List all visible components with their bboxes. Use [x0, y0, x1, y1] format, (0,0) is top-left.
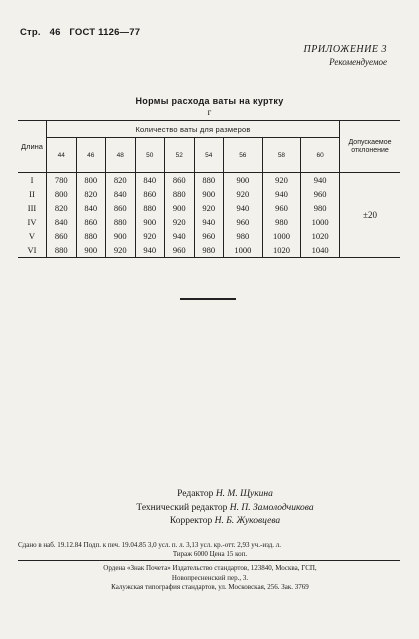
- value-cell: 900: [76, 243, 106, 258]
- table-row: [18, 173, 400, 188]
- credit-line: [100, 502, 350, 516]
- value-cell: 920: [106, 243, 136, 258]
- page-number: 46: [49, 27, 61, 38]
- value-cell: 840: [135, 173, 165, 188]
- value-cell: 780: [47, 173, 77, 188]
- value-cell: 1020: [262, 243, 301, 258]
- value-cell: 840: [76, 201, 106, 215]
- value-cell: 860: [76, 215, 106, 229]
- footer-line: Новопресненский пер., 3.: [171, 573, 249, 582]
- credit-name: Н. П. Замолодчикова: [229, 502, 314, 513]
- value-cell: 900: [135, 215, 165, 229]
- value-cell: 920: [165, 215, 195, 229]
- value-cell: 1000: [262, 229, 301, 243]
- length-cell: I: [30, 175, 34, 185]
- value-cell: 1000: [301, 215, 340, 229]
- value-cell: 880: [76, 229, 106, 243]
- credit-role: Редактор: [177, 489, 214, 499]
- value-cell: 960: [194, 229, 224, 243]
- value-cell: 980: [262, 215, 301, 229]
- value-cell: 880: [47, 243, 77, 258]
- imprint-divider: [18, 560, 400, 561]
- size-header-cell: 44: [47, 138, 77, 173]
- tolerance-column-header: [340, 121, 401, 173]
- value-cell: 940: [194, 215, 224, 229]
- value-cell: 920: [262, 173, 301, 188]
- value-cell: 960: [165, 243, 195, 258]
- publisher-footer: [18, 564, 402, 593]
- value-cell: 1020: [301, 229, 340, 243]
- size-header-cell: 58: [262, 138, 301, 173]
- tolerance-header-line: Допускаемое: [348, 138, 392, 146]
- value-cell: 900: [194, 187, 224, 201]
- separator-rule: [180, 298, 236, 300]
- length-cell: IV: [27, 217, 37, 227]
- value-cell: 820: [106, 173, 136, 188]
- value-cell: 860: [165, 173, 195, 188]
- credit-line: [100, 488, 350, 502]
- length-cell: V: [28, 231, 36, 241]
- value-cell: 940: [301, 173, 340, 188]
- table-body: [18, 173, 400, 258]
- value-cell: 1040: [301, 243, 340, 258]
- tolerance-header-line: отклонение: [351, 146, 389, 154]
- credit-name: Н. Б. Жуковцева: [214, 516, 281, 526]
- credits: [100, 488, 350, 529]
- length-cell: III: [27, 203, 37, 213]
- size-header-cell: 50: [135, 138, 165, 173]
- value-cell: 880: [194, 173, 224, 188]
- value-cell: 860: [47, 229, 77, 243]
- value-cell: 920: [135, 229, 165, 243]
- quantity-column-header: Количество ваты для размеров: [47, 121, 340, 138]
- value-cell: 820: [76, 187, 106, 201]
- appendix-subtitle: Рекомендуемое: [329, 57, 387, 67]
- value-cell: 980: [224, 229, 263, 243]
- value-cell: 860: [135, 187, 165, 201]
- value-cell: 900: [106, 229, 136, 243]
- value-cell: 960: [301, 187, 340, 201]
- norms-table: [18, 120, 400, 258]
- value-cell: 800: [76, 173, 106, 188]
- value-cell: 820: [47, 201, 77, 215]
- value-cell: 1000: [224, 243, 263, 258]
- value-cell: 840: [47, 215, 77, 229]
- value-cell: 940: [165, 229, 195, 243]
- tolerance-cell: ±20: [340, 173, 401, 258]
- footer-line: Калужская типография стандартов, ул. Московская, 256. Зак. 3769: [111, 583, 309, 591]
- size-header-cell: 60: [301, 138, 340, 173]
- value-cell: 920: [224, 187, 263, 201]
- footer-line: Ордена «Знак Почета» Издательство стандартов, 123840, Москва, ГСП,: [103, 564, 317, 572]
- value-cell: 940: [224, 201, 263, 215]
- credit-role: Корректор: [169, 516, 213, 526]
- imprint: [18, 541, 402, 559]
- length-cell: VI: [18, 243, 47, 258]
- page-header: [20, 27, 146, 38]
- appendix-title: ПРИЛОЖЕНИЕ 3: [303, 44, 387, 55]
- value-cell: 800: [47, 187, 77, 201]
- page-label: Стр.: [20, 27, 41, 38]
- credit-line: [100, 515, 350, 529]
- size-header-cell: 46: [76, 138, 106, 173]
- imprint-line: Тираж 6000 Цена 15 коп.: [172, 550, 248, 558]
- imprint-line: Сдано в наб. 19.12.84 Подп. к печ. 19.04.85 3,0 усл. п. л. 3,13 усл. кр.-отт. 2,93 уч.-изд. л.: [18, 541, 282, 549]
- credit-name: Н. М. Щукина: [215, 489, 273, 499]
- length-column-header: Длина: [18, 121, 47, 173]
- value-cell: 880: [106, 215, 136, 229]
- length-cell: II: [29, 189, 35, 199]
- size-header-cell: 48: [106, 138, 136, 173]
- value-cell: 860: [106, 201, 136, 215]
- value-cell: 980: [194, 243, 224, 258]
- value-cell: 980: [301, 201, 340, 215]
- value-cell: 900: [165, 201, 195, 215]
- value-cell: 880: [135, 201, 165, 215]
- value-cell: 900: [224, 173, 263, 188]
- table-title: Нормы расхода ваты на куртку: [135, 96, 284, 106]
- size-header-cell: 56: [224, 138, 263, 173]
- credit-role: Технический редактор: [136, 502, 228, 513]
- value-cell: 940: [135, 243, 165, 258]
- value-cell: 940: [262, 187, 301, 201]
- value-cell: 840: [106, 187, 136, 201]
- size-header-cell: 54: [194, 138, 224, 173]
- value-cell: 920: [194, 201, 224, 215]
- standard-number: ГОСТ 1126—77: [69, 27, 141, 38]
- table-unit: г: [207, 107, 212, 117]
- value-cell: 880: [165, 187, 195, 201]
- size-header-cell: 52: [165, 138, 195, 173]
- value-cell: 960: [262, 201, 301, 215]
- value-cell: 960: [224, 215, 263, 229]
